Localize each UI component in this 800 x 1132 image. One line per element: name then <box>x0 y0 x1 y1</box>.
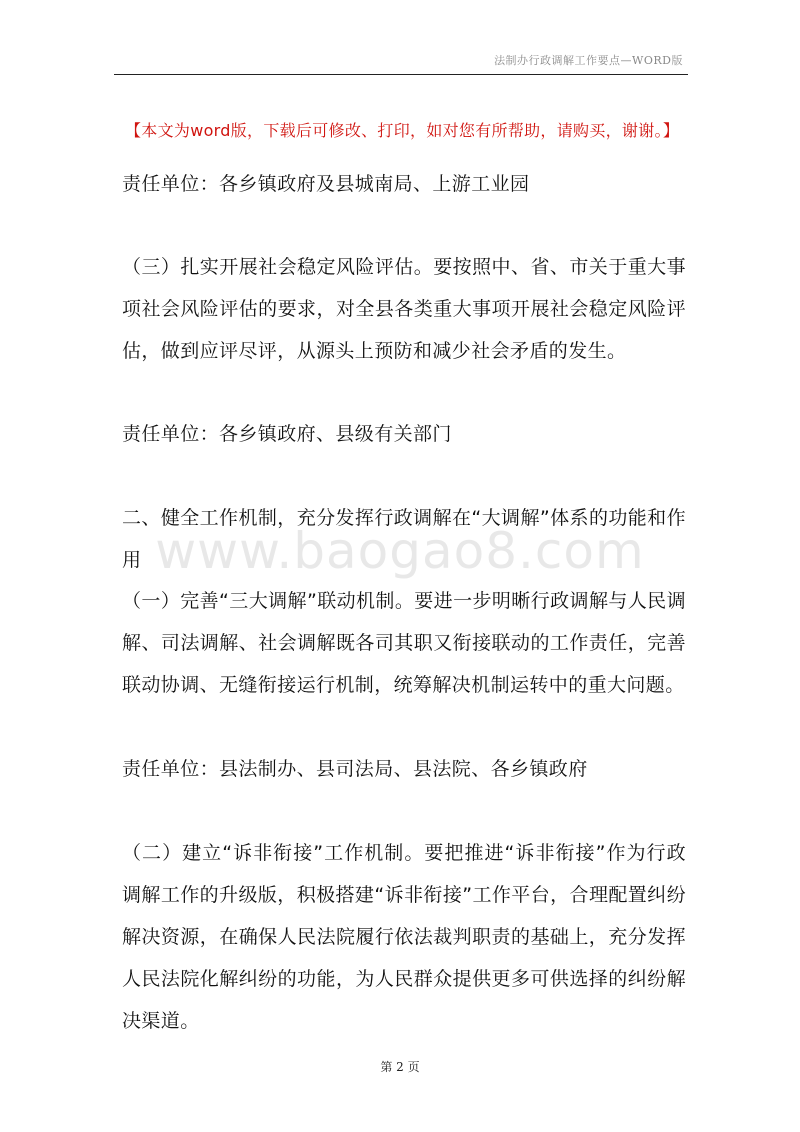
watermark: www.baogao8.com <box>155 522 645 580</box>
header-divider <box>114 74 688 75</box>
download-notice: 【本文为word版，下载后可修改、打印，如对您有所帮助，请购买，谢谢。】 <box>125 121 680 140</box>
section-heading-2: 二、健全工作机制，充分发挥行政调解在“大调解”体系的功能和作用 <box>122 507 686 571</box>
page-number: 第 2 页 <box>380 1060 420 1074</box>
responsible-unit-1: 责任单位：各乡镇政府及县城南局、上游工业园 <box>122 173 530 195</box>
header-title: 法制办行政调解工作要点—WORD版 <box>494 54 683 67</box>
responsible-unit-2: 责任单位：各乡镇政府、县级有关部门 <box>122 423 452 445</box>
paragraph-risk-assessment: （三）扎实开展社会稳定风险评估。要按照中、省、市关于重大事项社会风险评估的要求，对全县各类重大事项开展社会稳定风险评估，做到应评尽评，从源头上预防和减少社会矛盾的发生。 <box>122 256 686 362</box>
paragraph-litigation-link: （二）建立“诉非衔接”工作机制。要把推进“诉非衔接”作为行政调解工作的升级版，积极搭建“诉非衔接”工作平台，合理配置纠纷解决资源，在确保人民法院履行依法裁判职责的基础上，充分发挥人民法院化解纠纷的功能，为人民群众提供更多可供选择的纠纷解决渠道。 <box>122 842 686 1032</box>
paragraph-mediation-linkage: （一）完善“三大调解”联动机制。要进一步明晰行政调解与人民调解、司法调解、社会调解既各司其职又衔接联动的工作责任，完善联动协调、无缝衔接运行机制，统筹解决机制运转中的重大问题。 <box>122 590 686 696</box>
responsible-unit-3: 责任单位：县法制办、县司法局、县法院、各乡镇政府 <box>122 758 588 780</box>
